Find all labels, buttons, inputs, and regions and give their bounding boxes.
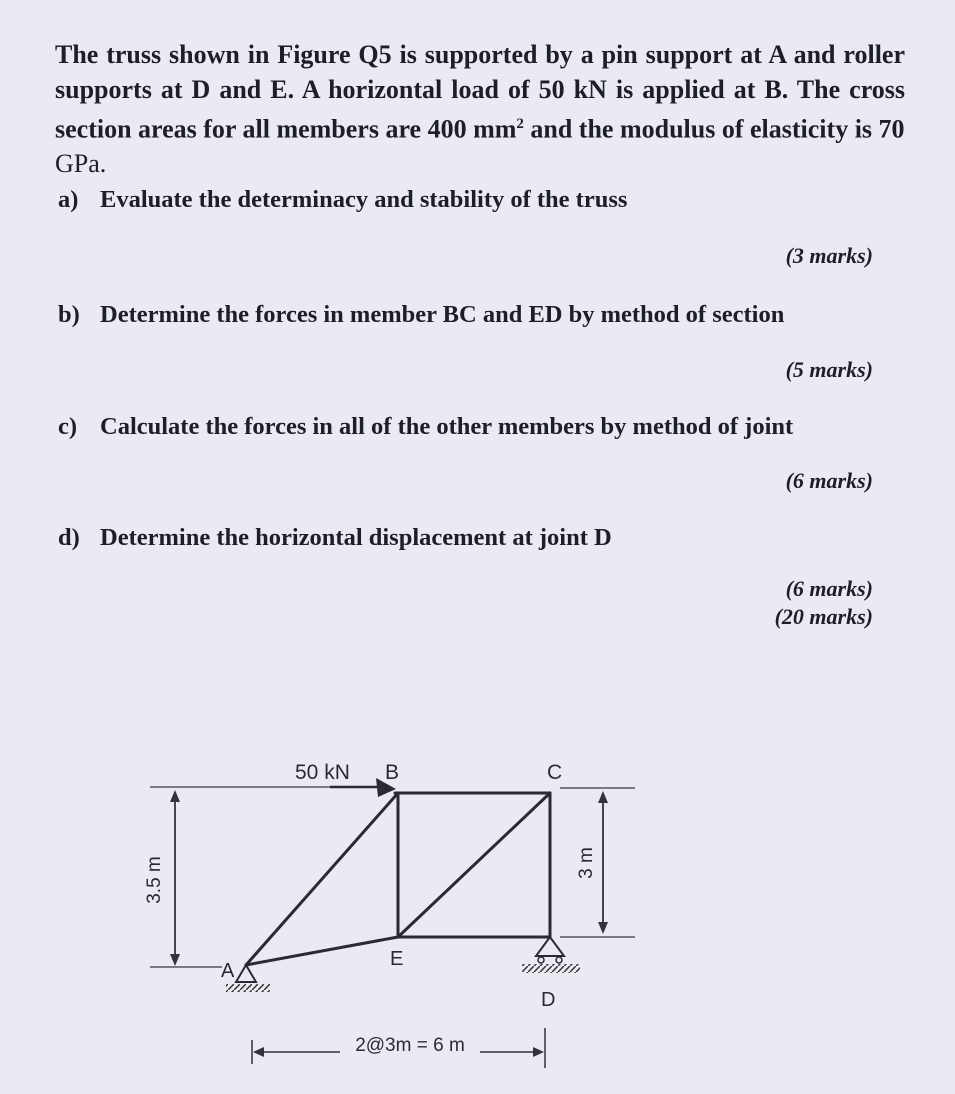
pin-support-a-icon xyxy=(236,965,256,982)
dim-right-label: 3 m xyxy=(576,847,597,879)
node-a-label: A xyxy=(221,960,235,982)
question-c-marks: (6 marks) xyxy=(785,468,873,493)
ground-a-hatch-icon xyxy=(226,984,270,992)
dim-left-arrowhead-top xyxy=(170,790,180,802)
question-b-text: Determine the forces in member BC and ED by method of section xyxy=(100,301,785,328)
question-c-text: Calculate the forces in all of the other members by method of joint xyxy=(100,413,794,440)
roller-d-wheel-icon xyxy=(538,957,544,963)
intro-text: The truss shown in Figure Q5 is supported by a pin support at A and roller supports at D and E. A horizontal load of 50 kN is applied at B. The cross section areas for all members are 400 mm xyxy=(55,40,905,144)
total-marks: (20 marks) xyxy=(774,604,873,629)
intro-superscript: 2 xyxy=(516,116,524,132)
question-c-label: c) xyxy=(58,413,78,440)
question-d-text: Determine the horizontal displacement at joint D xyxy=(100,524,612,551)
dim-right-arrowhead-bottom xyxy=(598,922,608,934)
node-e-label: E xyxy=(390,948,404,970)
member-ab xyxy=(246,793,398,965)
intro-tail: GPa. xyxy=(55,149,107,179)
node-d-label: D xyxy=(541,989,556,1011)
dim-bottom-label: 2@3m = 6 m xyxy=(355,1035,465,1056)
node-c-label: C xyxy=(547,761,563,784)
dim-bottom-arrowhead-right xyxy=(533,1047,544,1057)
intro-text-after: and the modulus of elasticity is 70 xyxy=(523,114,905,144)
dim-right-arrowhead-top xyxy=(598,791,608,803)
node-b-label: B xyxy=(385,761,400,784)
roller-support-d-icon xyxy=(536,937,564,956)
dim-bottom-arrowhead-left xyxy=(253,1047,264,1057)
member-ec xyxy=(398,793,550,937)
question-a-marks: (3 marks) xyxy=(785,243,873,268)
question-a-text: Evaluate the determinacy and stability of the truss xyxy=(100,186,628,213)
question-a-label: a) xyxy=(58,186,79,213)
dim-left-label: 3.5 m xyxy=(144,856,165,904)
load-label: 50 kN xyxy=(295,761,350,784)
question-d-marks: (6 marks) xyxy=(785,576,873,601)
truss-members xyxy=(246,793,550,965)
roller-d-wheel-icon xyxy=(556,957,562,963)
dim-left-arrowhead-bottom xyxy=(170,954,180,966)
question-d-label: d) xyxy=(58,524,80,551)
question-b-label: b) xyxy=(58,301,80,328)
question-b-marks: (5 marks) xyxy=(785,357,873,382)
ground-d-hatch-icon xyxy=(522,964,580,973)
